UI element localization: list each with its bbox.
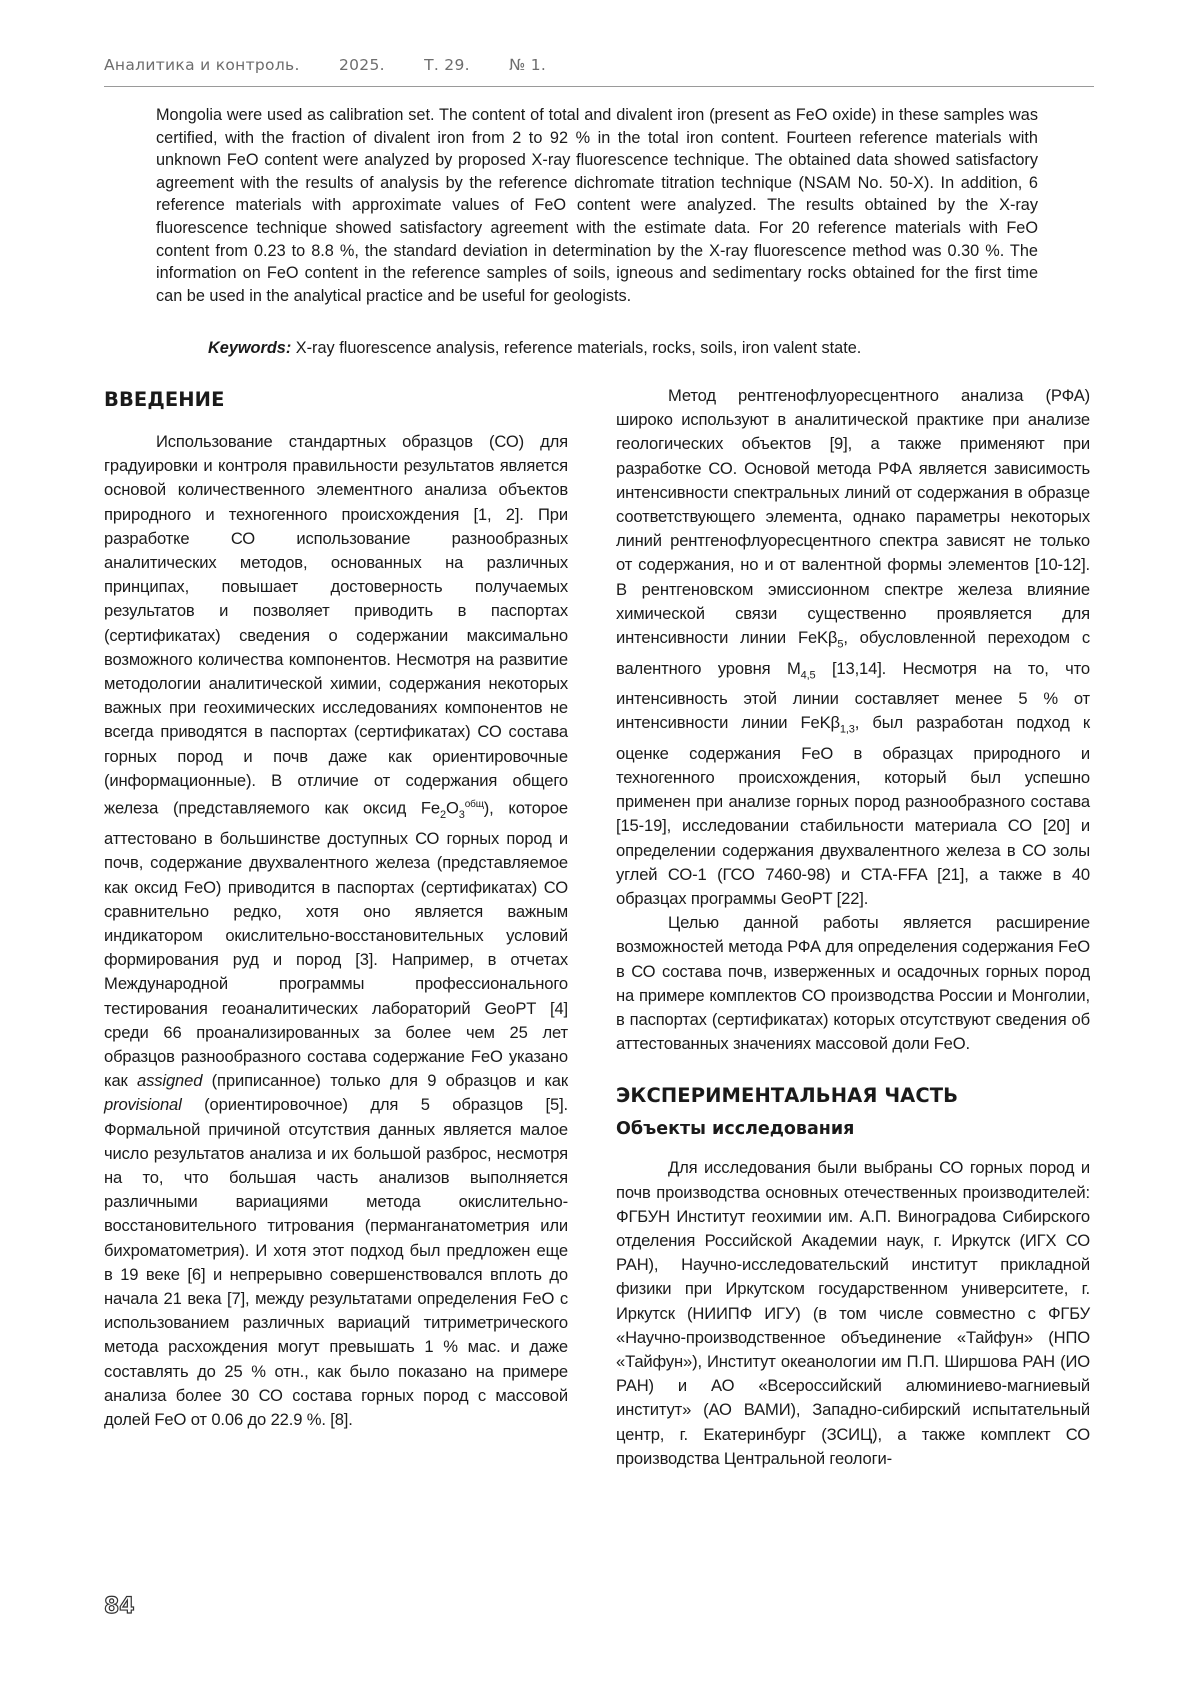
keywords-label: Keywords: [208,339,291,357]
xrf-paragraph [616,384,1090,911]
italic-term: provisional [104,1095,182,1114]
page-number: 84 [104,1594,135,1619]
intro-text-part: ), которое аттестовано в большинстве доступных СО горных пород и почв, содержание двухвалентного железа (представляемое как оксид FeO) приводится в паспортах (сертификатах) СО сравнительно редко, хотя оно является важным индикатором окислительно-восстановительных условий формирования руд и пород [3]. Например, в отчетах Международной программы профессионального тестирования геоаналитических лабораторий GeoPT [4] среди 66 проанализированных за более чем 25 лет образцов разнообразного состава содержание FeO указано как [104,799,568,1091]
intro-text-part: O [446,799,459,818]
subscript: 1,3 [840,724,855,736]
right-column [616,384,1090,1471]
subscript: 5 [837,638,843,650]
intro-paragraph [104,430,568,1432]
running-header [104,56,1094,74]
objects-heading: Объекты исследования [616,1116,1090,1142]
journal-volume: Т. 29. [424,56,470,74]
aim-paragraph: Целью данной работы является расширение возможностей метода РФА для определения содержания FeO в СО состава почв, изверженных и осадочных горных пород на примере комплектов СО производства России и Монголии, в паспортах (сертификатах) которых отсутствуют сведения об аттестованных значениях массовой доли FeO. [616,911,1090,1056]
italic-term: assigned [137,1071,202,1090]
journal-year: 2025. [339,56,385,74]
journal-title: Аналитика и контроль. [104,56,300,74]
intro-text-part: Использование стандартных образцов (СО) для градуировки и контроля правильности результатов является основой количественного элементного анализа объектов природного и техногенного происхождения [1, 2]. При разработке СО использование разнообразных аналитических методов, основанных на различных принципах, повышает достоверность получаемых результатов и позволяет приводить в паспортах (сертификатах) сведения о содержании максимально возможного количества компонентов. Несмотря на развитие методологии аналитической химии, содержания некоторых важных при геохимических исследованиях компонентов не всегда приводятся в паспортах (сертификатах) СО состава горных пород и почв даже как ориентировочные (информационные). В отличие от содержания общего железа (представляемого как оксид Fe [104,432,568,818]
keywords-text: X-ray fluorescence analysis, reference materials, rocks, soils, iron valent state. [291,339,861,357]
xrf-text-part: [13,14]. Несмотря на то, что интенсивность этой линии составляет менее 5 % от интенсивности линии FeKβ [616,659,1090,733]
intro-text-part: (ориентировочное) для 5 образцов [5]. Формальной причиной отсутствия данных является малое число результатов анализа и их большой разброс, несмотря на то, что большая часть анализов выполняется различными вариациями метода окислительно-восстановительного титрования (перманганатометрия или бихроматометрия). И хотя этот подход был предложен еще в 19 веке [6] и непрерывно совершенствовался вплоть до начала 21 века [7], между результатами определения FeO с использованием различных вариаций титриметрического метода расхождения могут превышать 1 % мас. и даже составлять до 25 % отн., как было показано на примере анализа более 30 СО состава горных пород с массовой долей FeO от 0.06 до 22.9 %. [8]. [104,1095,568,1429]
experimental-heading: ЭКСПЕРИМЕНТАЛЬНАЯ ЧАСТЬ [616,1082,1090,1110]
xrf-text-part: , был разработан подход к оценке содержания FeO в образцах природного и техногенного происхождения, который был успешно применен при анализе горных пород разнообразного состава [15-19], исследовании стабильности материала СО [20] и определении содержания двухвалентного железа в СО золы углей СО-1 (ГСО 7460-98) и СТА-FFA [21], а также в 40 образцах программы GeoPT [22]. [616,713,1090,908]
xrf-text-part: Метод рентгенофлуоресцентного анализа (РФА) широко используют в аналитической практике при анализе геологических объектов [9], а также применяют при разработке СО. Основой метода РФА является зависимость интенсивности спектральных линий от содержания в образце соответствующего элемента, однако параметры некоторых линий рентгенофлуоресцентного спектра зависят не только от содержания, но и от валентной формы элементов [10-12]. В рентгеновском эмиссионном спектре железа влияние химической связи существенно проявляется для интенсивности линии FeKβ [616,386,1090,647]
objects-paragraph: Для исследования были выбраны СО горных пород и почв производства основных отечественных производителей: ФГБУН Институт геохимии им. А.П. Виноградова Сибирского отделения Российской Академии наук, г. Иркутск (ИГХ СО РАН), Научно-исследовательский институт прикладной физики при Иркутском государственном университете, г. Иркутск (НИИПФ ИГУ) (в том числе совместно с ФГБУ «Научно-производственное объединение «Тайфун» (НПО «Тайфун»), Институт океанологии им П.П. Ширшова РАН (ИО РАН) и АО «Всероссийский алюминиево-магниевый институт» (АО ВАМИ), Западно-сибирский испытательный центр, г. Екатеринбург (ЗСИЦ), а также комплект СО производства Центральной геологи- [616,1156,1090,1471]
journal-issue: № 1. [509,56,546,74]
intro-heading: ВВЕДЕНИЕ [104,386,568,414]
keywords [208,337,1068,360]
subscript: 3 [459,809,465,821]
xrf-text-part: , обусловленной переходом с валентного уровня M [616,628,1090,678]
subscript: 2 [440,809,446,821]
left-column [104,384,568,1432]
page [0,0,1200,1697]
intro-text-part: (приписанное) только для 9 образцов и как [202,1071,568,1090]
superscript: общ [465,799,484,810]
abstract-text: Mongolia were used as calibration set. The content of total and divalent iron (present as FeO oxide) in these samples was certified, with the fraction of divalent iron from 2 to 92 % in the total iron content. Fourteen reference materials with unknown FeO content were analyzed by proposed X-ray fluorescence technique. The obtained data showed satisfactory agreement with the results of analysis by the reference dichromate titration technique (NSAM No. 50-X). In addition, 6 reference materials with approximate values of FeO content were analyzed. The results obtained by the X-ray fluorescence technique showed satisfactory agreement with the estimate data. For 20 reference materials with FeO content from 0.23 to 8.8 %, the standard deviation in determination by the X-ray fluorescence method was 0.30 %. The information on FeO content in the reference samples of soils, igneous and sedimentary rocks obtained for the first time can be used in the analytical practice and be useful for geologists. [156,104,1038,307]
subscript: 4,5 [801,669,816,681]
header-divider [104,86,1094,87]
